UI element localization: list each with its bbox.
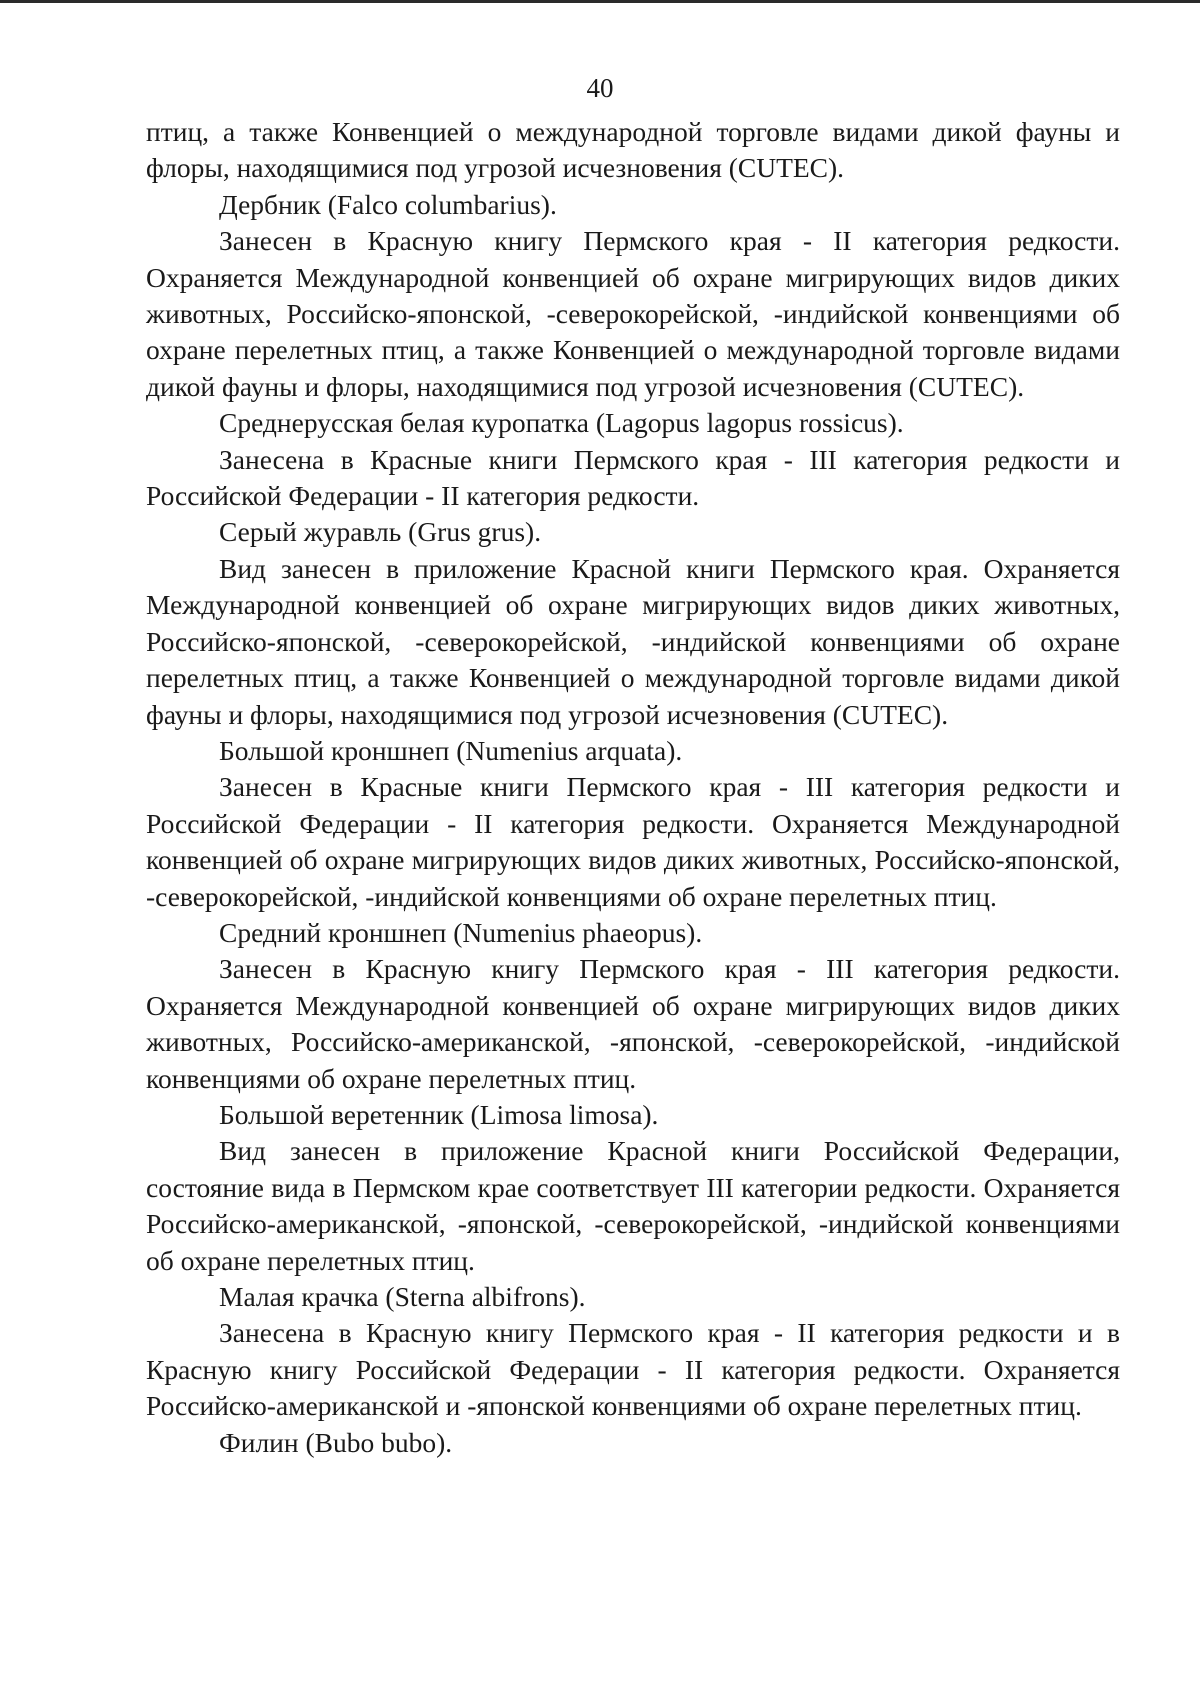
- species-heading-sterna-albifrons: Малая крачка (Sterna albifrons).: [219, 1281, 586, 1312]
- species-heading-numenius-arquata: Большой кроншнеп (Numenius arquata).: [219, 734, 683, 766]
- species-description-numenius-arquata: Занесен в Красные книги Пермского края - III категория редкости и Российской Федерации - II категория редкости. Охраняется Международной конвенцией об охране мигрирующих видов диких животных, Российско-японской, -северокорейской, -индийской конвенциями об охране перелетных птиц.: [146, 771, 1120, 912]
- species-description-limosa-limosa: Вид занесен в приложение Красной книги Российской Федерации, состояние вида в Пермском крае соответствует III категории редкости. Охраняется Российско-американской, -японской, -северокорейской, -индийской конвенциями об охране перелетных птиц.: [146, 1135, 1120, 1276]
- page-top-border: [0, 0, 1200, 3]
- species-description-lagopus-lagopus-rossicus: Занесена в Красные книги Пермского края - III категория редкости и Российской Федерации - II категория редкости.: [146, 443, 1120, 512]
- species-heading-bubo-bubo: Филин (Bubo bubo).: [219, 1426, 453, 1458]
- species-description-grus-grus: Вид занесен в приложение Красной книги Пермского края. Охраняется Международной конвенцией об охране мигрирующих видов диких животных, Российско-японской, -северокорейской, -индийской конвенциями об охране перелетных птиц, а также Конвенцией о международной торговле видами дикой фауны и флоры, находящимися под угрозой исчезновения (CUTEC).: [146, 552, 1120, 730]
- species-heading-grus-grus: Серый журавль (Grus grus).: [219, 516, 542, 548]
- page-number: 40: [586, 73, 614, 103]
- species-description-falco-columbarius: Занесен в Красную книгу Пермского края - II категория редкости. Охраняется Международной конвенцией об охране мигрирующих видов диких животных, Российско-японской, -северокорейской, -индийской конвенциями об охране перелетных птиц, а также Конвенцией о международной торговле видами дикой фауны и флоры, находящимися под угрозой исчезновения (CUTEC).: [146, 225, 1120, 402]
- species-description-numenius-phaeopus: Занесен в Красную книгу Пермского края - III категория редкости. Охраняется Международной конвенцией об охране мигрирующих видов диких животных, Российско-американской, -японской, -северокорейской, -индийской конвенциями об охране перелетных птиц.: [146, 953, 1120, 1094]
- species-heading-limosa-limosa: Большой веретенник (Limosa limosa).: [219, 1098, 659, 1130]
- paragraph-continuation: птиц, а также Конвенцией о международной торговле видами дикой фауны и флоры, находящимися под угрозой исчезновения (CUTEC).: [146, 116, 1120, 184]
- species-heading-numenius-phaeopus: Средний кроншнеп (Numenius phaeopus).: [219, 916, 703, 948]
- species-heading-falco-columbarius: Дербник (Falco columbarius).: [219, 188, 557, 220]
- species-description-sterna-albifrons: Занесена в Красную книгу Пермского края - II категория редкости и в Красную книгу Российской Федерации - II категория редкости. Охраняется Российско-американской и -японской конвенциями об охране перелетных птиц.: [146, 1317, 1120, 1422]
- document-body: [146, 114, 1120, 1461]
- species-heading-lagopus-lagopus-rossicus: Среднерусская белая куропатка (Lagopus lagopus rossicus).: [219, 407, 904, 439]
